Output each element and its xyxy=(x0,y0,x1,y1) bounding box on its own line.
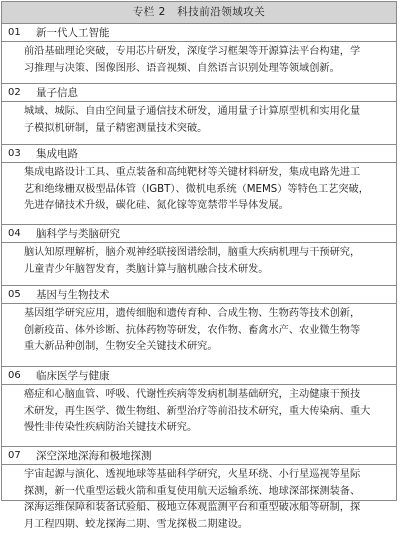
section-title: 新一代人工智能 xyxy=(36,27,110,39)
section-3 xyxy=(2,145,396,225)
body-line: 艺和绝缘栅双极型晶体管（IGBT）、微机电系统（MEMS）等特色工艺突破， xyxy=(24,183,369,195)
section-header xyxy=(2,225,396,243)
section-header xyxy=(2,286,396,304)
body-line: 子模拟机研制，量子精密测量技术突破。 xyxy=(24,122,208,134)
section-body xyxy=(2,102,396,139)
body-line: 先进存储技术升级，碳化硅、氮化镓等宽禁带半导体发展。 xyxy=(24,200,289,212)
body-line: 月工程四期、蛟龙探海二期、雪龙探极二期建设。 xyxy=(24,518,249,530)
body-line: 基因组学研究应用，遗传细胞和遗传育种、合成生物、生物药等技术创新， xyxy=(24,308,361,319)
section-body xyxy=(2,304,396,358)
body-line: 重大新品种创制，生物安全关键技术研究。 xyxy=(24,341,218,353)
body-line: 宇宙起源与演化、透视地球等基础科学研究，火星环绕、小行星巡视等星际 xyxy=(24,469,361,480)
section-6 xyxy=(2,367,396,447)
section-7 xyxy=(2,447,396,546)
body-line: 习推理与决策、图像图形、语音视频、自然语言识别处理等领域创新。 xyxy=(24,62,340,74)
body-line: 深海运维保障和装备试验船、极地立体观监测平台和重型破冰船等研制，探 xyxy=(24,502,361,514)
section-number: 07 xyxy=(8,450,21,461)
body-line: 儿童青少年脑智发育，类脑计算与脑机融合技术研发。 xyxy=(24,263,269,275)
section-body xyxy=(2,385,396,439)
body-line: 集成电路设计工具、重点装备和高纯靶材等关键材料研发，集成电路先进工 xyxy=(24,167,361,178)
section-header xyxy=(2,24,396,42)
body-line: 慢性非传染性疾病防治关键技术研究。 xyxy=(24,422,198,434)
section-number: 02 xyxy=(8,87,21,98)
body-line: 城域、城际、自由空间量子通信技术研发，通用量子计算原型机和实用化量 xyxy=(24,106,361,117)
section-number: 04 xyxy=(8,228,21,239)
body-line: 脑认知原理解析，脑介观神经联接图谱绘制，脑重大疾病机理与干预研究， xyxy=(24,247,361,258)
section-title: 基因与生物技术 xyxy=(36,289,110,301)
box-header: 专栏 2 科技前沿领域攻关 xyxy=(2,2,396,24)
section-body xyxy=(2,42,396,79)
section-1 xyxy=(2,24,396,84)
feature-box xyxy=(1,1,397,530)
body-line: 术研发，再生医学、微生物组、新型治疗等前沿技术研究，重大传染病、重大 xyxy=(24,405,371,417)
sections-list xyxy=(2,24,396,546)
section-5 xyxy=(2,286,396,367)
section-number: 01 xyxy=(8,27,21,38)
section-title: 深空深地深海和极地探测 xyxy=(36,450,152,462)
section-4 xyxy=(2,225,396,286)
section-header xyxy=(2,84,396,102)
body-line: 癌症和心脑血管、呼吸、代谢性疾病等发病机制基础研究，主动健康干预技 xyxy=(24,389,361,400)
section-number: 05 xyxy=(8,289,21,300)
body-line: 探测，新一代重型运载火箭和重复使用航天运输系统、地球深部探测装备、 xyxy=(24,485,361,497)
section-body xyxy=(2,243,396,280)
section-body xyxy=(2,465,396,535)
section-number: 03 xyxy=(8,148,21,159)
body-line: 创新疫苗、体外诊断、抗体药物等研发，农作物、畜禽水产、农业微生物等 xyxy=(24,324,361,336)
section-number: 06 xyxy=(8,370,21,381)
section-title: 量子信息 xyxy=(36,87,78,99)
section-header xyxy=(2,447,396,465)
section-title: 脑科学与类脑研究 xyxy=(36,228,120,240)
section-title: 集成电路 xyxy=(36,148,78,160)
body-line: 前沿基础理论突破，专用芯片研发，深度学习框架等开源算法平台构建，学 xyxy=(24,46,361,57)
section-title: 临床医学与健康 xyxy=(36,370,110,382)
section-header xyxy=(2,145,396,163)
section-2 xyxy=(2,84,396,145)
section-body xyxy=(2,163,396,217)
section-header xyxy=(2,367,396,385)
